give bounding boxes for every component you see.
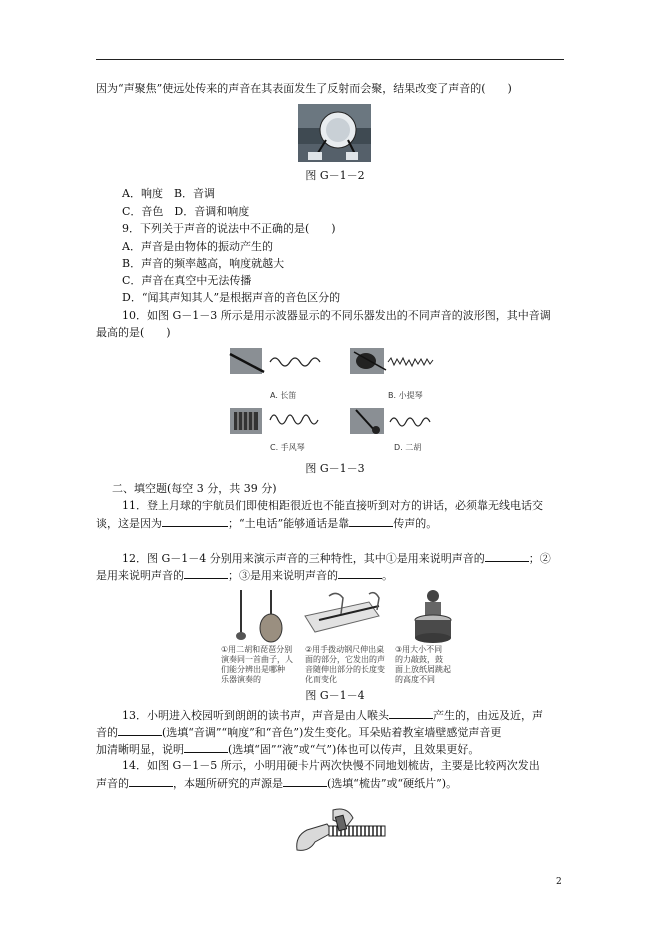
page-number: 2 (556, 877, 562, 887)
q12-blank-3[interactable] (338, 568, 382, 579)
q13-text-2b: (选填“音调”“响度”和“音色”)发生变化。耳朵贴着教室墙壁感觉声音更 (162, 726, 502, 739)
q13-text-1a: 13．小明进入校园听到朗朗的读书声，声音是由人喉头 (122, 709, 389, 722)
q11-blank-1[interactable] (162, 516, 228, 527)
panel-3-drum (395, 590, 451, 684)
q12-line2 (96, 568, 393, 583)
panel-3-text-1: ③用大小不同 (395, 645, 443, 654)
oscilloscope-waveforms-figure (226, 344, 442, 456)
q11-text-a: 谈，这是因为 (96, 517, 162, 530)
q12-text-2c: 。 (382, 569, 393, 582)
q12-text-2b: ；③是用来说明声音的 (228, 569, 338, 582)
q11-text-b: ；“土电话”能够通话是靠 (228, 517, 350, 530)
q14-text-2b: ，本题所研究的声源是 (173, 777, 283, 790)
q14-blank-1[interactable] (129, 776, 173, 787)
instrument-label-a: A. 长笛 (270, 391, 297, 400)
q13-line3 (96, 742, 479, 757)
q13-blank-1[interactable] (389, 708, 433, 719)
q14-text-2c: (选填“梳齿”或“硬纸片”)。 (327, 777, 458, 790)
section-2-heading: 二、填空题(每空 3 分，共 39 分) (112, 482, 277, 495)
q13-text-3a: 加清晰明显，说明 (96, 743, 184, 756)
q8-options-cd: C．音色 D．音调和响度 (122, 205, 250, 218)
waveform-c-accordion (230, 408, 318, 452)
q13-text-3b: (选填“固”“液”或“气”)体也可以传声，且效果更好。 (228, 743, 480, 756)
instrument-label-c: C. 手风琴 (270, 443, 305, 452)
panel-2-steel-ruler (305, 593, 385, 684)
sound-focus-photo (298, 104, 371, 162)
q13-line1 (122, 708, 543, 723)
q12-text-2a: 是用来说明声音的 (96, 569, 184, 582)
q13-line2 (96, 725, 501, 740)
fig-g-1-3-caption: 图 G－1－3 (305, 462, 365, 475)
q14-line2 (96, 776, 457, 791)
panel-1-erhu-pipa (221, 590, 293, 684)
panel-1-text-1: ①用二胡和琵琶分别 (221, 645, 293, 654)
q11-blank-2[interactable] (349, 516, 393, 527)
q13-blank-3[interactable] (184, 742, 228, 753)
q14-text-2a: 声音的 (96, 777, 129, 790)
q10-stem-line2: 最高的是( ) (96, 326, 171, 339)
fig-g-1-2-caption: 图 G－1－2 (305, 169, 365, 182)
q9-option-b: B．声音的频率越高，响度就越大 (122, 257, 285, 270)
q11-line2 (96, 516, 437, 531)
q13-text-2a: 音的 (96, 726, 118, 739)
q13-blank-2[interactable] (118, 725, 162, 736)
panel-2-text-2: 面的部分，它发出的声 (305, 655, 385, 664)
q8-stem: 因为“声聚焦”使远处传来的声音在其表面发生了反射而会聚，结果改变了声音的( ) (96, 82, 512, 95)
q14-line1: 14．如图 G－1－5 所示，小明用硬卡片两次快慢不同地划梳齿，主要是比较两次发出 (122, 759, 540, 772)
q9-option-c: C．声音在真空中无法传播 (122, 274, 252, 287)
q12-line1 (122, 551, 551, 566)
q11-line1: 11．登上月球的宇航员们即使相距很近也不能直接听到对方的讲话，必须靠无线电话交 (122, 499, 543, 512)
waveform-a-flute (230, 348, 320, 400)
q9-option-d: D．“闻其声知其人”是根据声音的音色区分的 (122, 291, 341, 304)
panel-1-text-3: 们能分辨出是哪种 (221, 665, 285, 674)
q11-text-c: 传声的。 (393, 517, 438, 530)
panel-3-text-4: 的高度不同 (395, 675, 435, 684)
waveform-d-erhu (350, 408, 430, 452)
instrument-label-b: B. 小提琴 (388, 391, 423, 400)
q12-blank-2[interactable] (184, 568, 228, 579)
panel-3-text-2: 的力敲鼓，鼓 (395, 655, 443, 664)
q12-blank-1[interactable] (485, 551, 529, 562)
q13-text-1b: 产生的，由远及近，声 (433, 709, 543, 722)
header-rule (96, 59, 564, 60)
panel-3-text-3: 面上放纸屑跳起 (395, 665, 451, 674)
sound-characteristics-figure (219, 586, 459, 684)
panel-1-text-2: 演奏同一首曲子，人 (221, 655, 293, 664)
comb-card-figure (293, 806, 393, 860)
instrument-label-d: D. 二胡 (394, 443, 422, 452)
q9-option-a: A．声音是由物体的振动产生的 (122, 240, 273, 253)
waveform-b-violin (350, 348, 433, 400)
q14-blank-2[interactable] (283, 776, 327, 787)
q9-stem: 9．下列关于声音的说法中不正确的是( ) (122, 222, 336, 235)
panel-1-text-4: 乐器演奏的 (221, 675, 261, 684)
q8-options-ab: A．响度 B．音调 (122, 187, 216, 200)
q12-text-1a: 12．图 G－1－4 分别用来演示声音的三种特性，其中①是用来说明声音的 (122, 552, 485, 565)
fig-g-1-4-caption: 图 G－1－4 (305, 689, 365, 702)
panel-2-text-4: 化而变化 (305, 675, 337, 684)
q12-text-1b: ；② (528, 552, 551, 565)
q10-stem-line1: 10．如图 G－1－3 所示是用示波器显示的不同乐器发出的不同声音的波形图，其中音调 (122, 309, 551, 322)
panel-2-text-3: 音随伸出部分的长度变 (305, 665, 385, 674)
panel-2-text-1: ②用手拨动钢尺伸出桌 (305, 645, 385, 654)
